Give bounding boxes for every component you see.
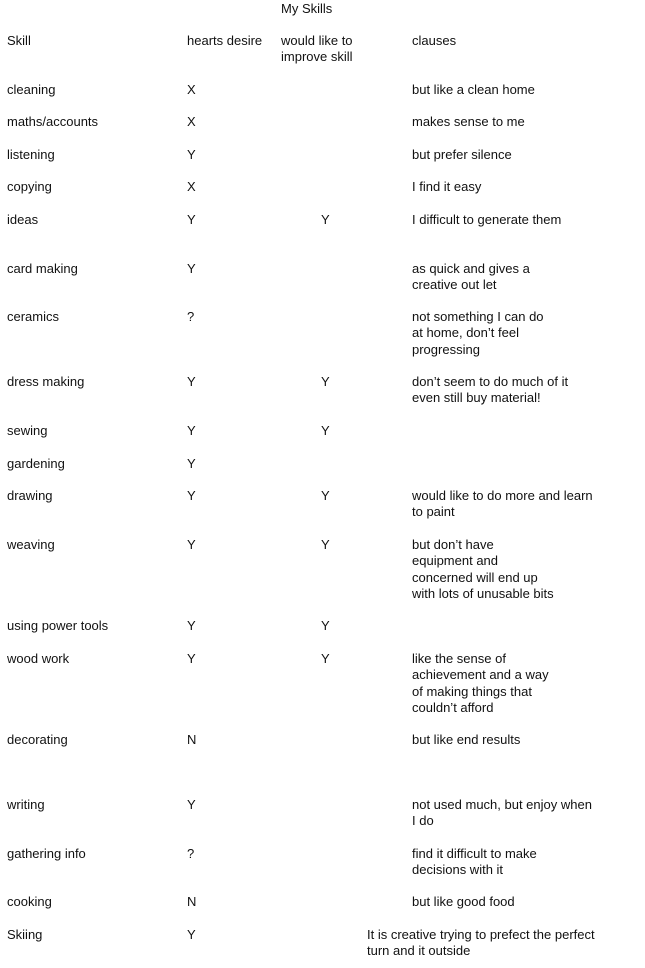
hearts-desire-cell: Y — [187, 212, 196, 227]
hearts-desire-cell: Y — [187, 927, 196, 942]
skill-cell: card making — [7, 261, 78, 276]
clause-cell: makes sense to me — [412, 114, 525, 129]
table-row — [0, 894, 645, 909]
table-row — [0, 374, 645, 406]
hearts-desire-cell: Y — [187, 797, 196, 812]
column-header-improve-skill: would like to improve skill — [281, 33, 353, 65]
column-header-hearts-desire: hearts desire — [187, 33, 263, 48]
hearts-desire-cell: X — [187, 179, 196, 194]
improve-skill-cell: Y — [321, 488, 330, 503]
table-row — [0, 732, 645, 747]
skill-cell: sewing — [7, 423, 48, 438]
skill-cell: cooking — [7, 894, 52, 909]
hearts-desire-cell: Y — [187, 488, 196, 503]
hearts-desire-cell: Y — [187, 423, 196, 438]
skill-cell: wood work — [7, 651, 70, 666]
skill-cell: gardening — [7, 456, 65, 471]
table-row — [0, 797, 645, 829]
skill-cell: dress making — [7, 374, 85, 389]
skill-cell: decorating — [7, 732, 68, 747]
clause-cell: find it difficult to make decisions with it — [412, 846, 537, 878]
table-row — [0, 82, 645, 97]
clause-cell: not used much, but enjoy when I do — [412, 797, 592, 829]
clause-cell: I find it easy — [412, 179, 482, 194]
clause-cell: but like good food — [412, 894, 515, 909]
table-row — [0, 927, 645, 959]
clause-cell: but prefer silence — [412, 147, 512, 162]
table-row — [0, 618, 645, 633]
page-title: My Skills — [281, 1, 333, 16]
hearts-desire-cell: N — [187, 732, 197, 747]
skill-cell: ceramics — [7, 309, 60, 324]
hearts-desire-cell: Y — [187, 651, 196, 666]
column-header-clauses: clauses — [412, 33, 457, 48]
table-row — [0, 846, 645, 878]
improve-skill-cell: Y — [321, 374, 330, 389]
table-row — [0, 179, 645, 194]
improve-skill-cell: Y — [321, 651, 330, 666]
skill-cell: maths/accounts — [7, 114, 99, 129]
skill-cell: Skiing — [7, 927, 43, 942]
hearts-desire-cell: N — [187, 894, 197, 909]
clause-cell: It is creative trying to prefect the perfect turn and it outside — [367, 927, 595, 959]
improve-skill-cell: Y — [321, 423, 330, 438]
table-row — [0, 114, 645, 129]
skill-cell: gathering info — [7, 846, 86, 861]
hearts-desire-cell: ? — [187, 309, 195, 324]
skill-cell: writing — [7, 797, 45, 812]
skill-cell: copying — [7, 179, 52, 194]
hearts-desire-cell: X — [187, 114, 196, 129]
skill-cell: weaving — [7, 537, 55, 552]
improve-skill-cell: Y — [321, 537, 330, 552]
table-row — [0, 423, 645, 438]
clause-cell: I difficult to generate them — [412, 212, 562, 227]
skill-cell: listening — [7, 147, 55, 162]
table-row — [0, 309, 645, 357]
hearts-desire-cell: Y — [187, 456, 196, 471]
hearts-desire-cell: Y — [187, 374, 196, 389]
improve-skill-cell: Y — [321, 212, 330, 227]
table-row — [0, 651, 645, 715]
table-row — [0, 537, 645, 601]
clause-cell: but like a clean home — [412, 82, 535, 97]
hearts-desire-cell: Y — [187, 537, 196, 552]
clause-cell: as quick and gives a creative out let — [412, 261, 530, 293]
clause-cell: but like end results — [412, 732, 521, 747]
skill-cell: cleaning — [7, 82, 56, 97]
improve-skill-cell: Y — [321, 618, 330, 633]
hearts-desire-cell: X — [187, 82, 196, 97]
table-row — [0, 147, 645, 162]
clause-cell: not something I can do at home, don’t feel progressing — [412, 309, 544, 357]
hearts-desire-cell: ? — [187, 846, 195, 861]
table-row — [0, 488, 645, 520]
table-row — [0, 261, 645, 293]
table-row — [0, 456, 645, 471]
skill-cell: ideas — [7, 212, 39, 227]
clause-cell: would like to do more and learn to paint — [412, 488, 593, 520]
clause-cell: don’t seem to do much of it even still buy material! — [412, 374, 569, 406]
skill-cell: drawing — [7, 488, 53, 503]
clause-cell: like the sense of achievement and a way of making things that couldn’t afford — [412, 651, 549, 715]
hearts-desire-cell: Y — [187, 618, 196, 633]
hearts-desire-cell: Y — [187, 261, 196, 276]
column-header-skill: Skill — [7, 33, 31, 48]
skill-cell: using power tools — [7, 618, 109, 633]
hearts-desire-cell: Y — [187, 147, 196, 162]
clause-cell: but don’t have equipment and concerned will end up with lots of unusable bits — [412, 537, 554, 601]
table-row — [0, 212, 645, 227]
